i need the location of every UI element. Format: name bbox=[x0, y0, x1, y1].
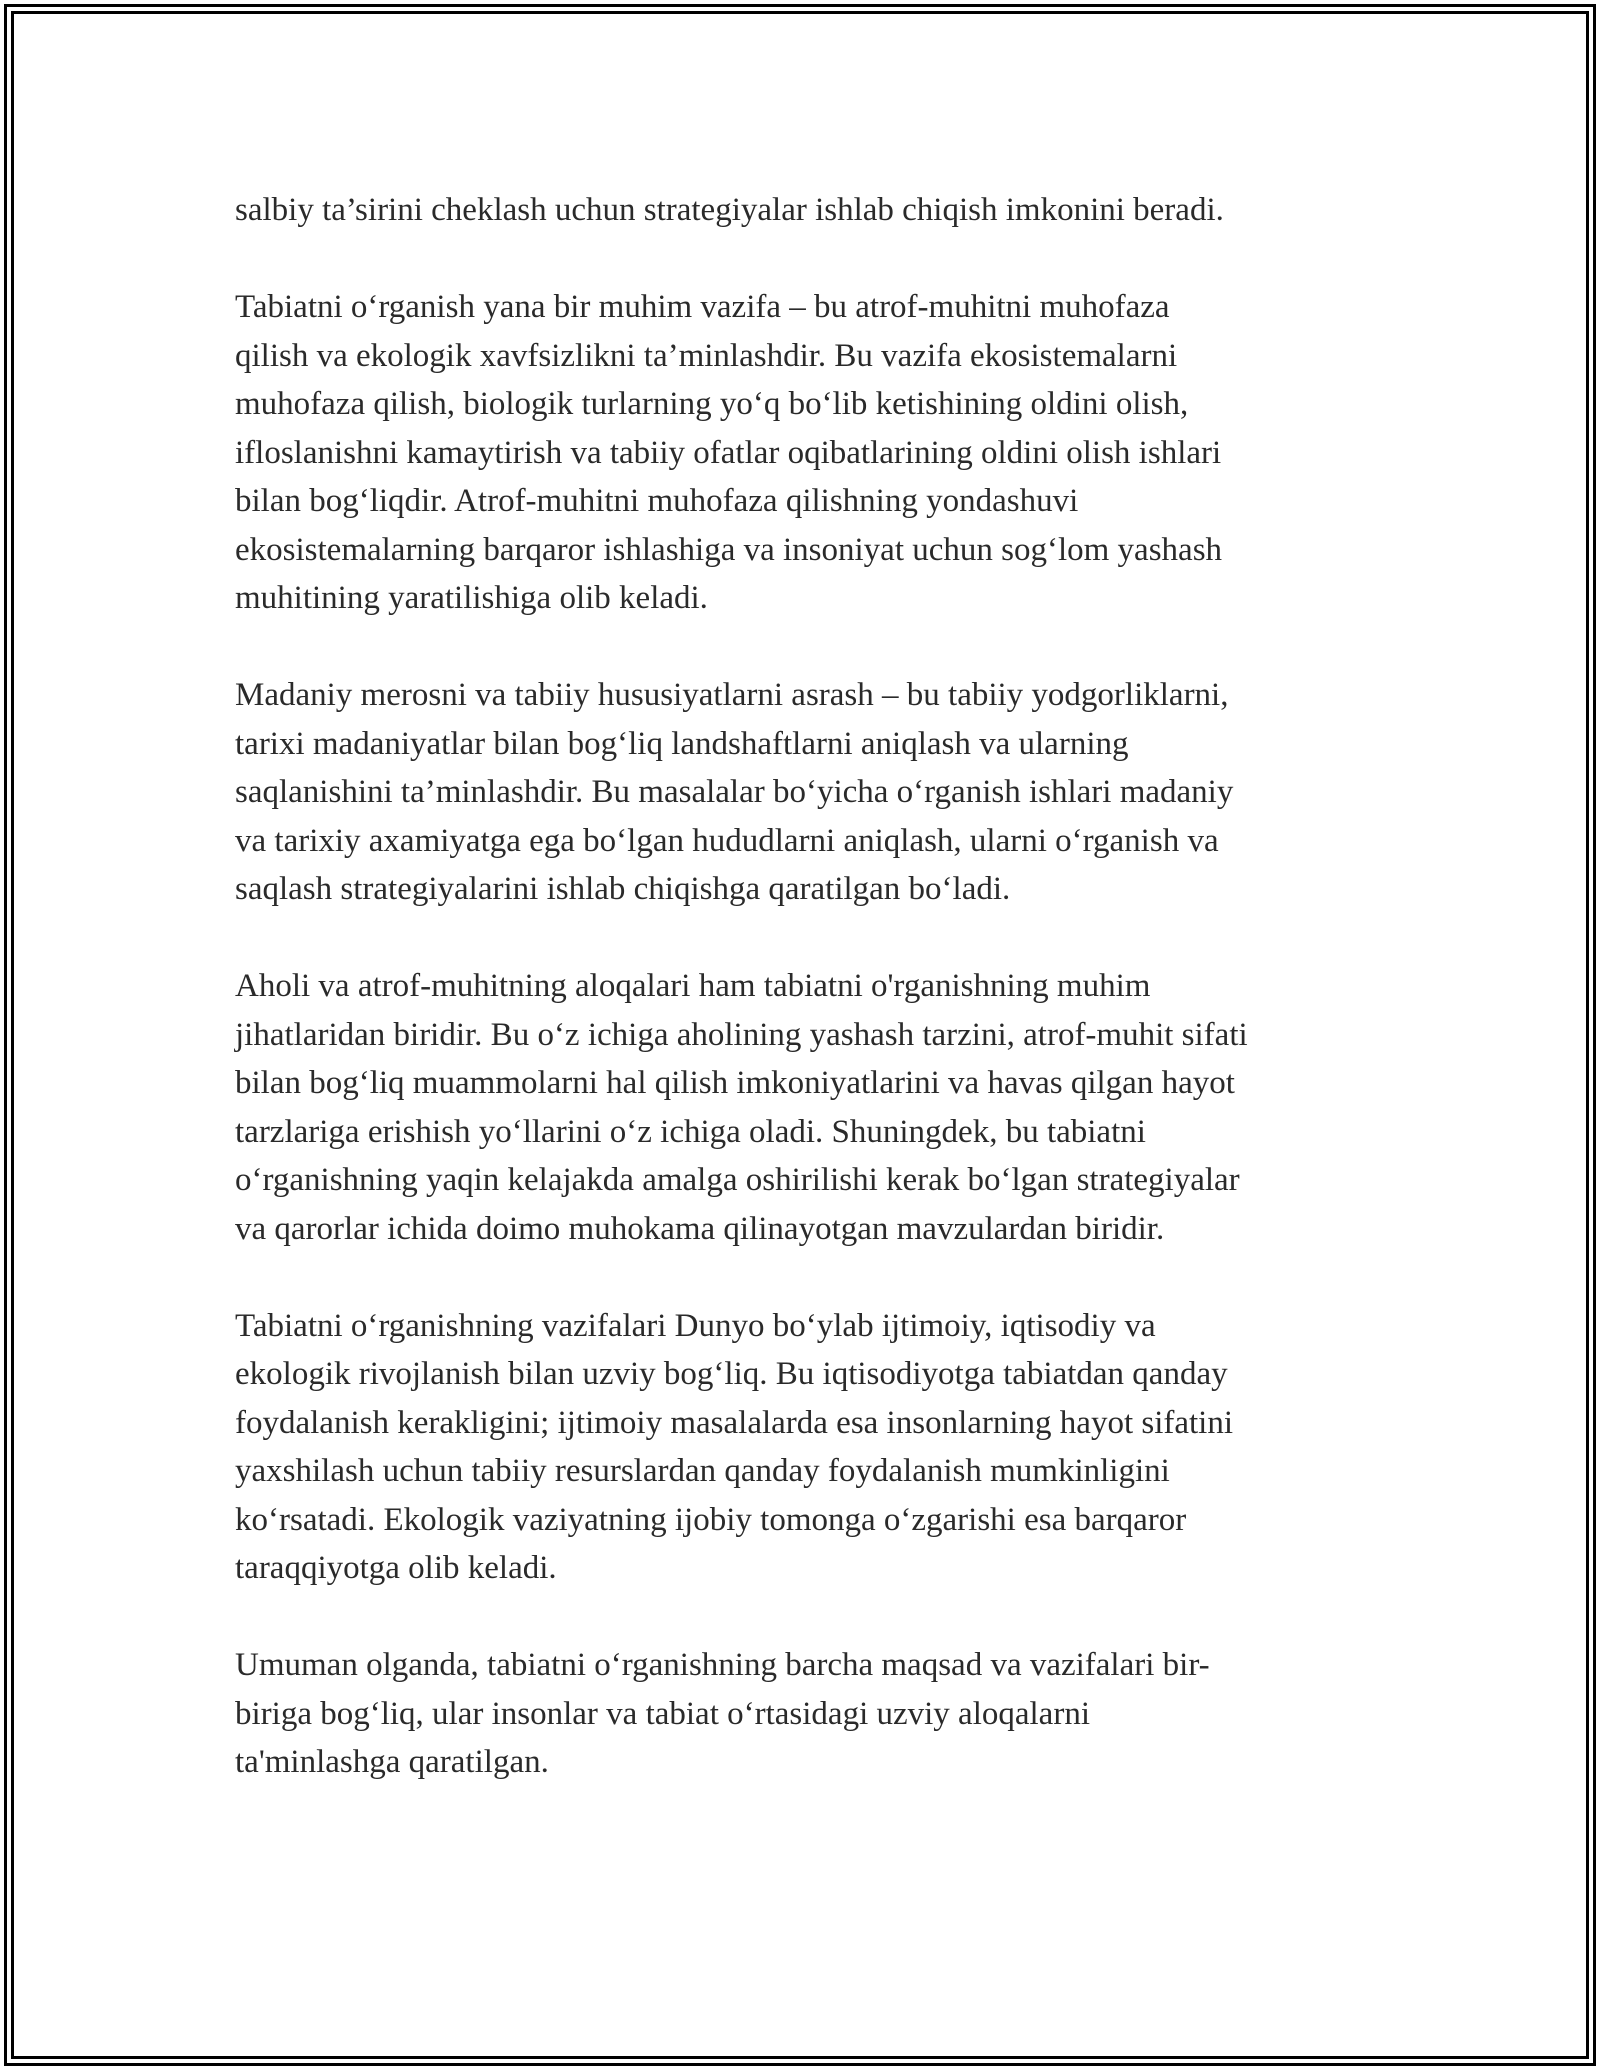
paragraph bbox=[235, 671, 1365, 914]
paragraph bbox=[235, 186, 1365, 235]
paragraph bbox=[235, 1641, 1365, 1787]
text-line: Aholi va atrof-muhitning aloqalari ham tabiatni o'rganishning muhim bbox=[235, 968, 1151, 1004]
text-line: Madaniy merosni va tabiiy hususiyatlarni asrash – bu tabiiy yodgorliklarni, bbox=[235, 677, 1229, 713]
text-line: muhofaza qilish, biologik turlarning yo‘q bo‘lib ketishining oldini olish, bbox=[235, 386, 1189, 422]
text-line: Tabiatni o‘rganishning vazifalari Dunyo bo‘ylab ijtimoiy, iqtisodiy va bbox=[235, 1307, 1156, 1344]
text-line: yaxshilash uchun tabiiy resurslardan qanday foydalanish mumkinligini bbox=[235, 1453, 1170, 1489]
text-line: bilan bog‘liqdir. Atrof-muhitni muhofaza qilishning yondashuvi bbox=[235, 483, 1079, 519]
text-line: saqlash strategiyalarini ishlab chiqishga qaratilgan bo‘ladi. bbox=[235, 871, 1011, 907]
text-line: salbiy ta’sirini cheklash uchun strategiyalar ishlab chiqish imkonini beradi. bbox=[235, 192, 1224, 228]
paragraph bbox=[235, 1302, 1365, 1593]
text-line: tarzlariga erishish yo‘llarini o‘z ichiga oladi. Shuningdek, bu tabiatni bbox=[235, 1113, 1146, 1150]
text-line: jihatlaridan biridir. Bu o‘z ichiga aholining yashash tarzini, atrof-muhit sifati bbox=[235, 1016, 1248, 1053]
text-line: qilish va ekologik xavfsizlikni ta’minlashdir. Bu vazifa ekosistemalarni bbox=[235, 337, 1178, 374]
text-line: ifloslanishni kamaytirish va tabiiy ofatlar oqibatlarining oldini olish ishlari bbox=[235, 434, 1222, 471]
text-line: Tabiatni o‘rganish yana bir muhim vazifa – bu atrof-muhitni muhofaza bbox=[235, 289, 1170, 325]
paragraph bbox=[235, 283, 1365, 623]
text-line: bilan bog‘liq muammolarni hal qilish imkoniyatlarini va havas qilgan hayot bbox=[235, 1065, 1235, 1101]
text-line: Umuman olganda, tabiatni o‘rganishning barcha maqsad va vazifalari bir- bbox=[235, 1647, 1210, 1683]
text-line: va qarorlar ichida doimo muhokama qilinayotgan mavzulardan biridir. bbox=[235, 1210, 1165, 1247]
text-line: muhitining yaratilishiga olib keladi. bbox=[235, 580, 708, 616]
text-line: ekosistemalarning barqaror ishlashiga va insoniyat uchun sog‘lom yashash bbox=[235, 531, 1223, 568]
text-line: biriga bog‘liq, ular insonlar va tabiat o‘rtasidagi uzviy aloqalarni bbox=[235, 1695, 1090, 1732]
text-line: taraqqiyotga olib keladi. bbox=[235, 1550, 557, 1586]
text-line: saqlanishini ta’minlashdir. Bu masalalar bo‘yicha o‘rganish ishlari madaniy bbox=[235, 774, 1234, 810]
text-line: foydalanish kerakligini; ijtimoiy masalalarda esa insonlarning hayot sifatini bbox=[235, 1404, 1234, 1441]
document-body bbox=[235, 186, 1365, 1835]
paragraph bbox=[235, 962, 1365, 1253]
text-line: va tarixiy axamiyatga ega bo‘lgan hududlarni aniqlash, ularni o‘rganish va bbox=[235, 822, 1219, 859]
text-line: ta'minlashga qaratilgan. bbox=[235, 1744, 549, 1780]
text-line: tarixi madaniyatlar bilan bog‘liq landshaftlarni aniqlash va ularning bbox=[235, 725, 1129, 762]
text-line: ko‘rsatadi. Ekologik vaziyatning ijobiy tomonga o‘zgarishi esa barqaror bbox=[235, 1501, 1187, 1538]
text-line: ekologik rivojlanish bilan uzviy bog‘liq. Bu iqtisodiyotga tabiatdan qanday bbox=[235, 1356, 1228, 1392]
text-line: o‘rganishning yaqin kelajakda amalga oshirilishi kerak bo‘lgan strategiyalar bbox=[235, 1162, 1240, 1198]
